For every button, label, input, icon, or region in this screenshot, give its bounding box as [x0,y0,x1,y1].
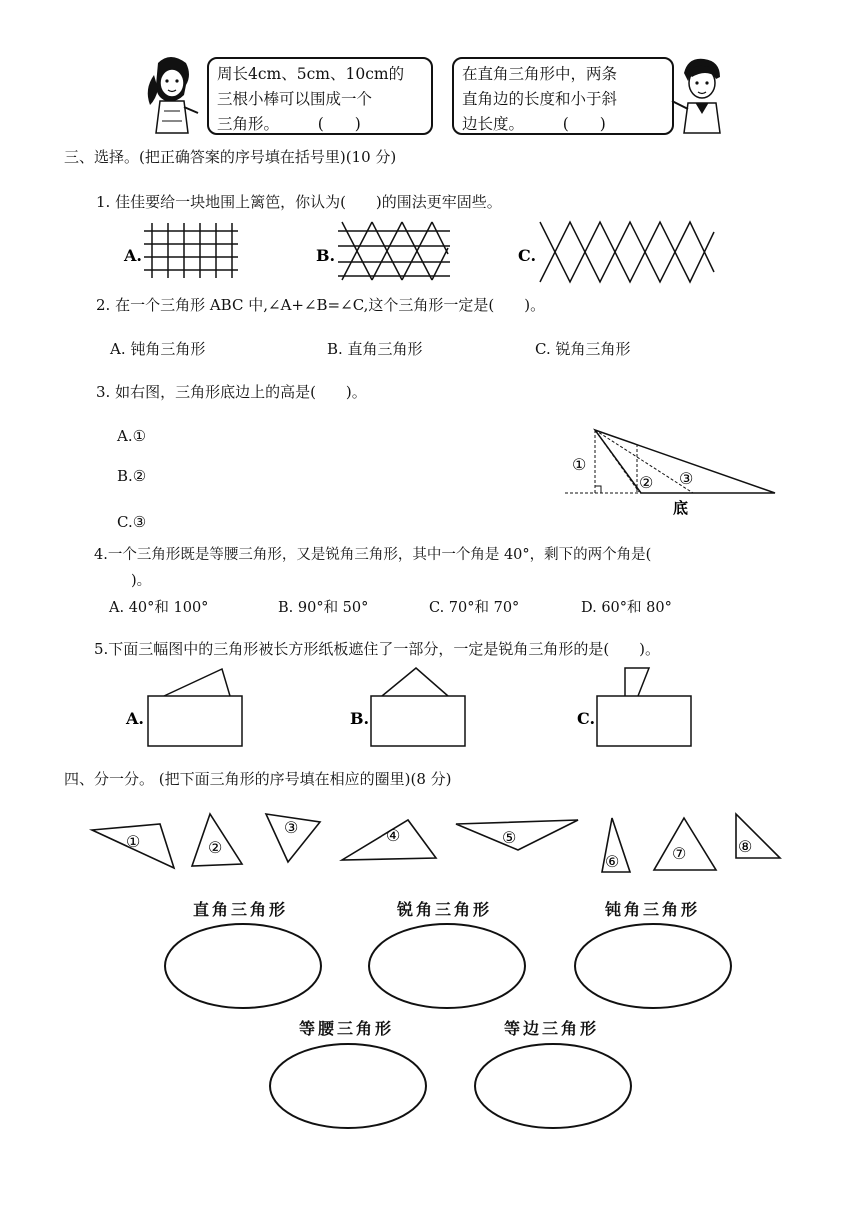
section4-title: 四、分一分。 (把下面三角形的序号填在相应的圈里)(8 分) [64,770,452,788]
q2-option-a: A. 钝角三角形 [110,340,206,358]
boy-cartoon-icon [670,55,730,135]
q3-option-a: A.① [117,427,147,445]
q4-option-c: C. 70°和 70° [429,600,520,616]
q4-option-a: A. 40°和 100° [109,600,209,616]
right-angle-mark [595,486,601,493]
group-label-right: 直角三角形 [193,900,289,919]
q1-options-figure [118,218,798,288]
triangles-to-sort [90,808,790,888]
q3-height-figure [565,424,785,524]
marker-3: ③ [679,469,694,488]
triangle-4-label: ④ [386,826,401,845]
q5-opt-b-label: B. [350,709,370,728]
triangle-2-label: ② [208,838,223,857]
base-label: 底 [673,499,689,517]
triangle-8-label: ⑧ [738,837,753,856]
bubble-line: 直角边的长度和小于斜 [462,90,618,108]
triangle-top-a [164,669,230,696]
q5-text: 5.下面三幅图中的三角形被长方形纸板遮住了一部分，一定是锐角三角形的是( )。 [94,640,661,658]
q3-option-b: B.② [117,467,147,485]
bubble-line: 周长4cm、5cm、10cm的 [217,65,405,83]
q4-text-line2: )。 [131,573,152,589]
fence-cross-b [338,222,450,280]
marker-2: ② [639,473,654,492]
bubble-line: 边长度。 ( ) [462,115,606,133]
fence-zigzag-c [540,222,714,282]
q1-opt-b-label: B. [316,246,336,265]
girl-cartoon-icon [140,55,200,135]
answer-oval-equilateral[interactable] [472,1042,634,1130]
q4-option-b: B. 90°和 50° [278,600,369,616]
triangle-7-label: ⑦ [672,844,687,863]
section3-title: 三、选择。(把正确答案的序号填在括号里)(10 分) [64,148,397,166]
card-c [597,696,691,746]
answer-oval-acute[interactable] [366,922,528,1010]
q1-opt-a-label: A. [124,246,142,265]
group-label-obtuse: 钝角三角形 [605,900,701,919]
answer-oval-right[interactable] [162,922,324,1010]
triangle-top-b [382,668,448,696]
q3-text: 3. 如右图，三角形底边上的高是( )。 [96,383,367,401]
q2-option-b: B. 直角三角形 [327,340,423,358]
q5-opt-c-label: C. [577,709,596,728]
triangle-3-label: ③ [284,818,299,837]
marker-1: ① [572,455,587,474]
q1-text: 1. 佳佳要给一块地围上篱笆，你认为( )的围法更牢固些。 [96,193,502,211]
fence-grid-a [144,223,238,278]
bubble-line: 三角形。 ( ) [217,115,361,133]
triangle-6-label: ⑥ [605,852,620,871]
card-b [371,696,465,746]
bubble-line: 在直角三角形中，两条 [462,65,618,83]
triangle-top-c [625,668,649,696]
answer-oval-isosceles[interactable] [267,1042,429,1130]
q4-text-line1: 4.一个三角形既是等腰三角形，又是锐角三角形，其中一个角是 40°，剩下的两个角是( [94,547,652,563]
q4-option-d: D. 60°和 80° [581,600,672,616]
group-label-isosceles: 等腰三角形 [299,1019,395,1038]
q2-option-c: C. 锐角三角形 [535,340,631,358]
q2-text: 2. 在一个三角形 ABC 中,∠A+∠B=∠C,这个三角形一定是( )。 [96,296,546,314]
triangle-1-label: ① [126,832,141,851]
right-judge-bubble [452,57,674,135]
triangle-5 [456,820,578,850]
group-label-equilateral: 等边三角形 [504,1019,600,1038]
group-label-acute: 锐角三角形 [397,900,493,919]
q3-option-c: C.③ [117,513,147,531]
q5-opt-a-label: A. [126,709,144,728]
card-a [148,696,242,746]
answer-oval-obtuse[interactable] [572,922,734,1010]
triangle-5-label: ⑤ [502,828,517,847]
left-judge-bubble [207,57,433,135]
q1-opt-c-label: C. [518,246,537,265]
q5-options-figure [126,664,726,754]
bubble-line: 三根小棒可以围成一个 [217,90,373,108]
